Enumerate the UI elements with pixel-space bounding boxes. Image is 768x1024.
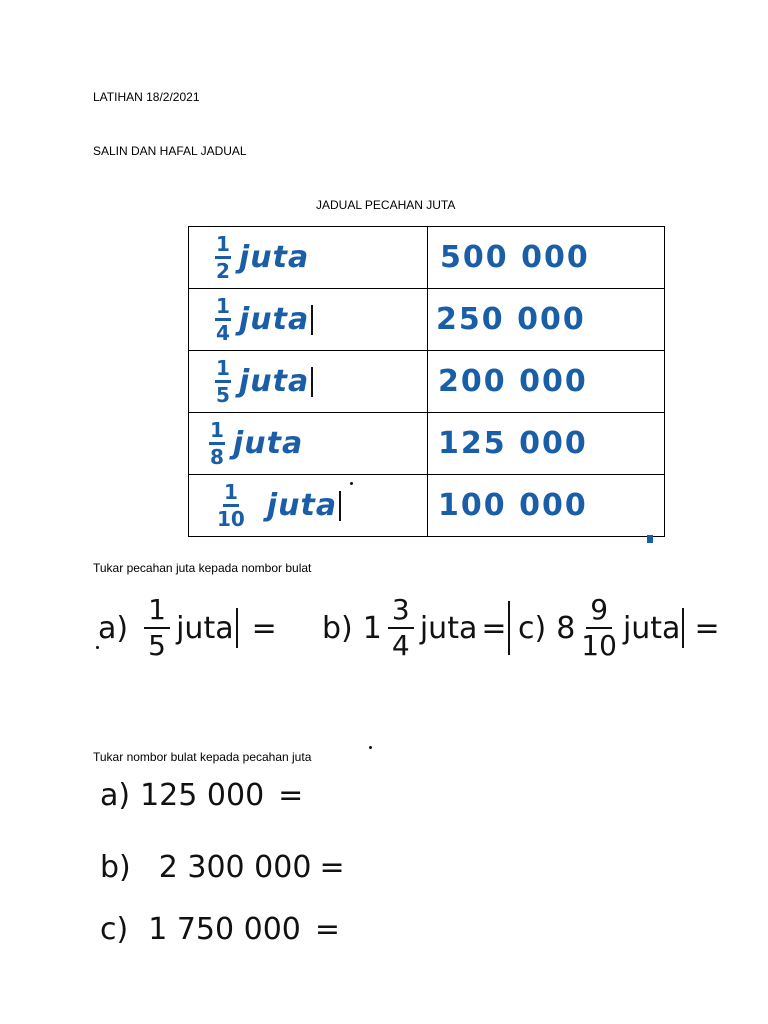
section2-title: Tukar nombor bulat kepada pecahan juta <box>93 750 312 764</box>
equals-sign: = <box>251 610 277 646</box>
unit-label: juta <box>239 364 310 399</box>
table-row <box>189 351 665 413</box>
fraction-table <box>188 226 665 537</box>
question-item <box>100 778 303 813</box>
whole-number: 2 300 000 <box>158 850 312 885</box>
fraction: $\frac{3}{4}$ <box>388 596 414 660</box>
fraction: $\frac{1}{5}$ <box>216 356 230 407</box>
table-row <box>189 413 665 475</box>
question-item <box>100 912 340 947</box>
fraction: $\frac{1}{10}$ <box>217 480 245 531</box>
value-cell: 200 000 <box>438 364 588 399</box>
whole-number: 8 <box>556 610 576 646</box>
question-label: b) <box>100 850 131 885</box>
page-title: LATIHAN 18/2/2021 <box>93 90 200 104</box>
equals-sign: = <box>314 912 341 947</box>
question-label: b) <box>322 610 353 646</box>
equals-sign: = <box>694 610 720 646</box>
table-row <box>189 289 665 351</box>
value-cell: 100 000 <box>438 488 588 523</box>
whole-number: 1 <box>362 610 382 646</box>
table-row <box>189 227 665 289</box>
equals-sign: = <box>481 610 507 646</box>
unit-label: juta <box>419 610 478 646</box>
whole-number: 1 750 000 <box>148 912 301 947</box>
table-row <box>189 475 665 537</box>
unit-label: juta <box>622 610 681 646</box>
fraction: $\frac{1}{5}$ <box>144 596 170 660</box>
equals-sign: = <box>319 850 345 885</box>
value-cell: 250 000 <box>436 302 586 337</box>
question-label: c) <box>100 912 129 947</box>
whole-number: 125 000 <box>140 778 265 813</box>
question-item <box>98 593 277 662</box>
value-cell: 125 000 <box>438 426 588 461</box>
question-item <box>322 593 510 662</box>
fraction: $\frac{1}{2}$ <box>216 232 230 283</box>
fraction: $\frac{9}{10}$ <box>581 593 617 662</box>
question-label: c) <box>518 610 547 646</box>
equals-sign: = <box>278 778 304 813</box>
section1-title: Tukar pecahan juta kepada nombor bulat <box>93 561 312 575</box>
unit-label: juta <box>176 610 234 646</box>
unit-label: juta <box>239 240 310 275</box>
unit-label: juta <box>266 488 338 523</box>
fraction: $\frac{1}{4}$ <box>216 294 230 345</box>
question-label: a) <box>100 778 131 813</box>
question-item <box>100 850 345 885</box>
unit-label: juta <box>233 426 304 461</box>
unit-label: juta <box>239 302 310 337</box>
value-cell: 500 000 <box>440 240 590 275</box>
question-label: a) <box>98 610 129 646</box>
fraction: $\frac{1}{8}$ <box>210 418 224 469</box>
table-title: JADUAL PECAHAN JUTA <box>316 198 456 212</box>
instruction-text: SALIN DAN HAFAL JADUAL <box>93 144 247 158</box>
question-item <box>518 593 720 662</box>
